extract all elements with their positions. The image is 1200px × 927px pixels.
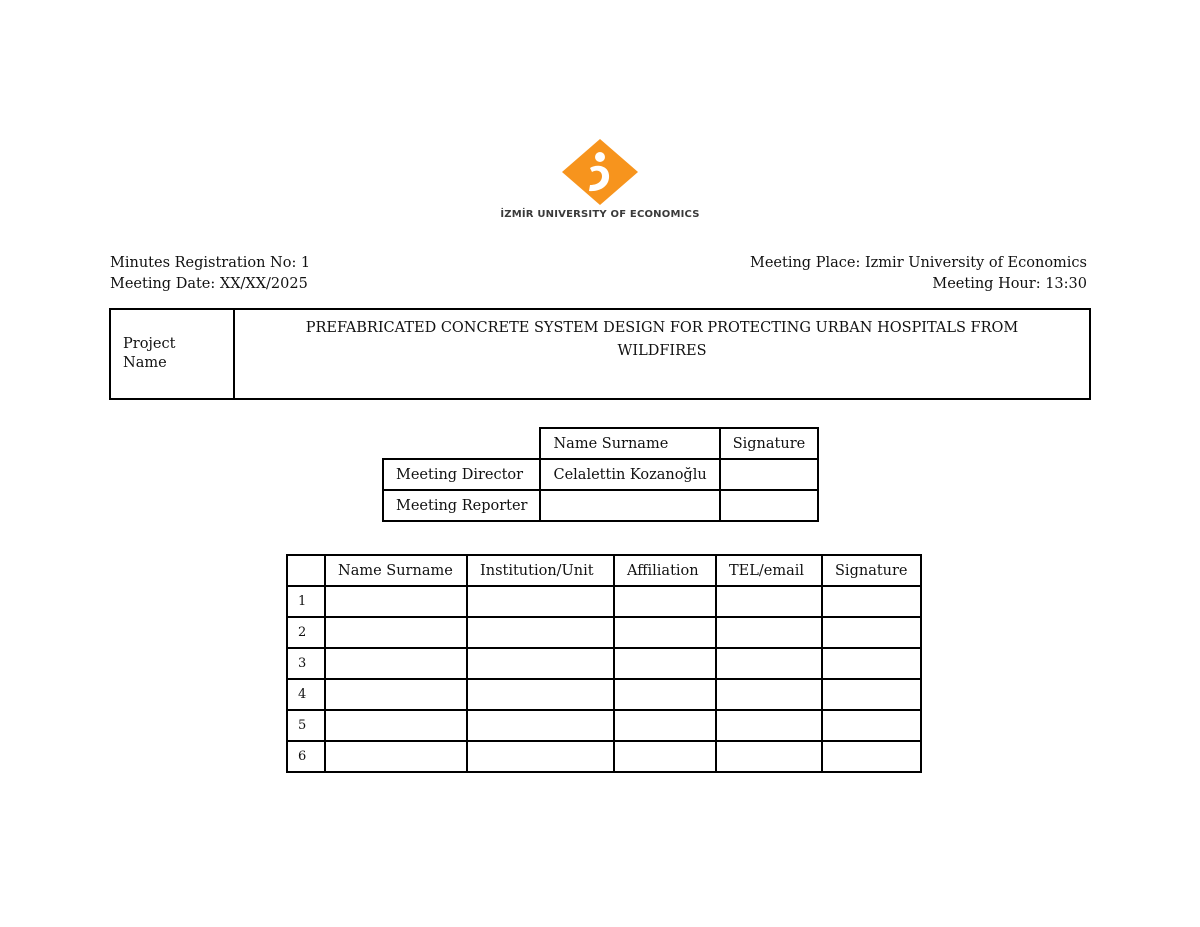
attendee-affiliation-cell[interactable]: [614, 710, 716, 741]
attendee-contact-cell[interactable]: [716, 710, 822, 741]
attendee-affiliation-cell[interactable]: [614, 586, 716, 617]
attendee-signature-cell[interactable]: [822, 710, 921, 741]
roles-row-director: [383, 459, 818, 490]
attendee-name-cell[interactable]: [325, 710, 467, 741]
role-label: Meeting Director: [383, 459, 540, 490]
table-row: [287, 741, 921, 772]
attendee-name-cell[interactable]: [325, 741, 467, 772]
attendee-signature-cell[interactable]: [822, 586, 921, 617]
attendees-header-institution: Institution/Unit: [467, 555, 614, 586]
attendee-institution-cell[interactable]: [467, 586, 614, 617]
attendees-table: [286, 554, 922, 773]
attendee-contact-cell[interactable]: [716, 617, 822, 648]
row-number: 5: [287, 710, 325, 741]
attendee-name-cell[interactable]: [325, 648, 467, 679]
roles-header-signature: Signature: [720, 428, 819, 459]
izmir-university-logo-mark-icon: [560, 138, 640, 206]
project-label-line1: Project: [123, 336, 176, 352]
project-label: [111, 310, 235, 398]
row-number: 2: [287, 617, 325, 648]
attendee-contact-cell[interactable]: [716, 741, 822, 772]
project-box: [109, 308, 1091, 400]
meeting-hour: Meeting Hour: 13:30: [932, 276, 1087, 292]
reporter-name-cell[interactable]: [540, 490, 719, 521]
attendee-signature-cell[interactable]: [822, 648, 921, 679]
attendee-institution-cell[interactable]: [467, 741, 614, 772]
reporter-signature-cell[interactable]: [720, 490, 819, 521]
director-name-cell[interactable]: Celalettin Kozanoğlu: [540, 459, 719, 490]
role-label: Meeting Reporter: [383, 490, 540, 521]
project-title: PREFABRICATED CONCRETE SYSTEM DESIGN FOR PROTECTING URBAN HOSPITALS FROM WILDFIRES: [305, 320, 1019, 359]
attendee-signature-cell[interactable]: [822, 679, 921, 710]
attendee-institution-cell[interactable]: [467, 648, 614, 679]
attendee-institution-cell[interactable]: [467, 617, 614, 648]
attendee-signature-cell[interactable]: [822, 617, 921, 648]
table-row: [287, 679, 921, 710]
roles-row-reporter: [383, 490, 818, 521]
roles-header-blank: [383, 428, 540, 459]
attendee-affiliation-cell[interactable]: [614, 679, 716, 710]
attendee-affiliation-cell[interactable]: [614, 741, 716, 772]
attendee-affiliation-cell[interactable]: [614, 617, 716, 648]
attendees-header-number: [287, 555, 325, 586]
attendee-signature-cell[interactable]: [822, 741, 921, 772]
row-number: 3: [287, 648, 325, 679]
row-number: 6: [287, 741, 325, 772]
attendees-header-row: [287, 555, 921, 586]
attendee-contact-cell[interactable]: [716, 648, 822, 679]
attendee-institution-cell[interactable]: [467, 710, 614, 741]
attendee-institution-cell[interactable]: [467, 679, 614, 710]
table-row: [287, 586, 921, 617]
meta-left: [110, 253, 310, 295]
attendee-name-cell[interactable]: [325, 586, 467, 617]
registration-number: Minutes Registration No: 1: [110, 255, 311, 271]
row-number: 1: [287, 586, 325, 617]
attendee-name-cell[interactable]: [325, 617, 467, 648]
meeting-place: Meeting Place: Izmir University of Economics: [750, 255, 1087, 271]
attendees-header-name: Name Surname: [325, 555, 467, 586]
attendees-header-signature: Signature: [822, 555, 921, 586]
attendees-header-contact: TEL/email: [716, 555, 822, 586]
roles-header-name: Name Surname: [540, 428, 719, 459]
row-number: 4: [287, 679, 325, 710]
table-row: [287, 710, 921, 741]
roles-header-row: [383, 428, 818, 459]
university-logo: [470, 138, 730, 228]
attendees-header-affiliation: Affiliation: [614, 555, 716, 586]
roles-table: [382, 427, 819, 522]
director-signature-cell[interactable]: [720, 459, 819, 490]
attendee-affiliation-cell[interactable]: [614, 648, 716, 679]
table-row: [287, 617, 921, 648]
logo-wordmark: İZMİR UNIVERSITY OF ECONOMICS: [500, 209, 700, 220]
meta-right: [750, 253, 1087, 295]
table-row: [287, 648, 921, 679]
meeting-date: Meeting Date: XX/XX/2025: [110, 276, 308, 292]
project-label-line2: Name: [123, 355, 167, 371]
attendee-contact-cell[interactable]: [716, 679, 822, 710]
attendee-contact-cell[interactable]: [716, 586, 822, 617]
attendee-name-cell[interactable]: [325, 679, 467, 710]
